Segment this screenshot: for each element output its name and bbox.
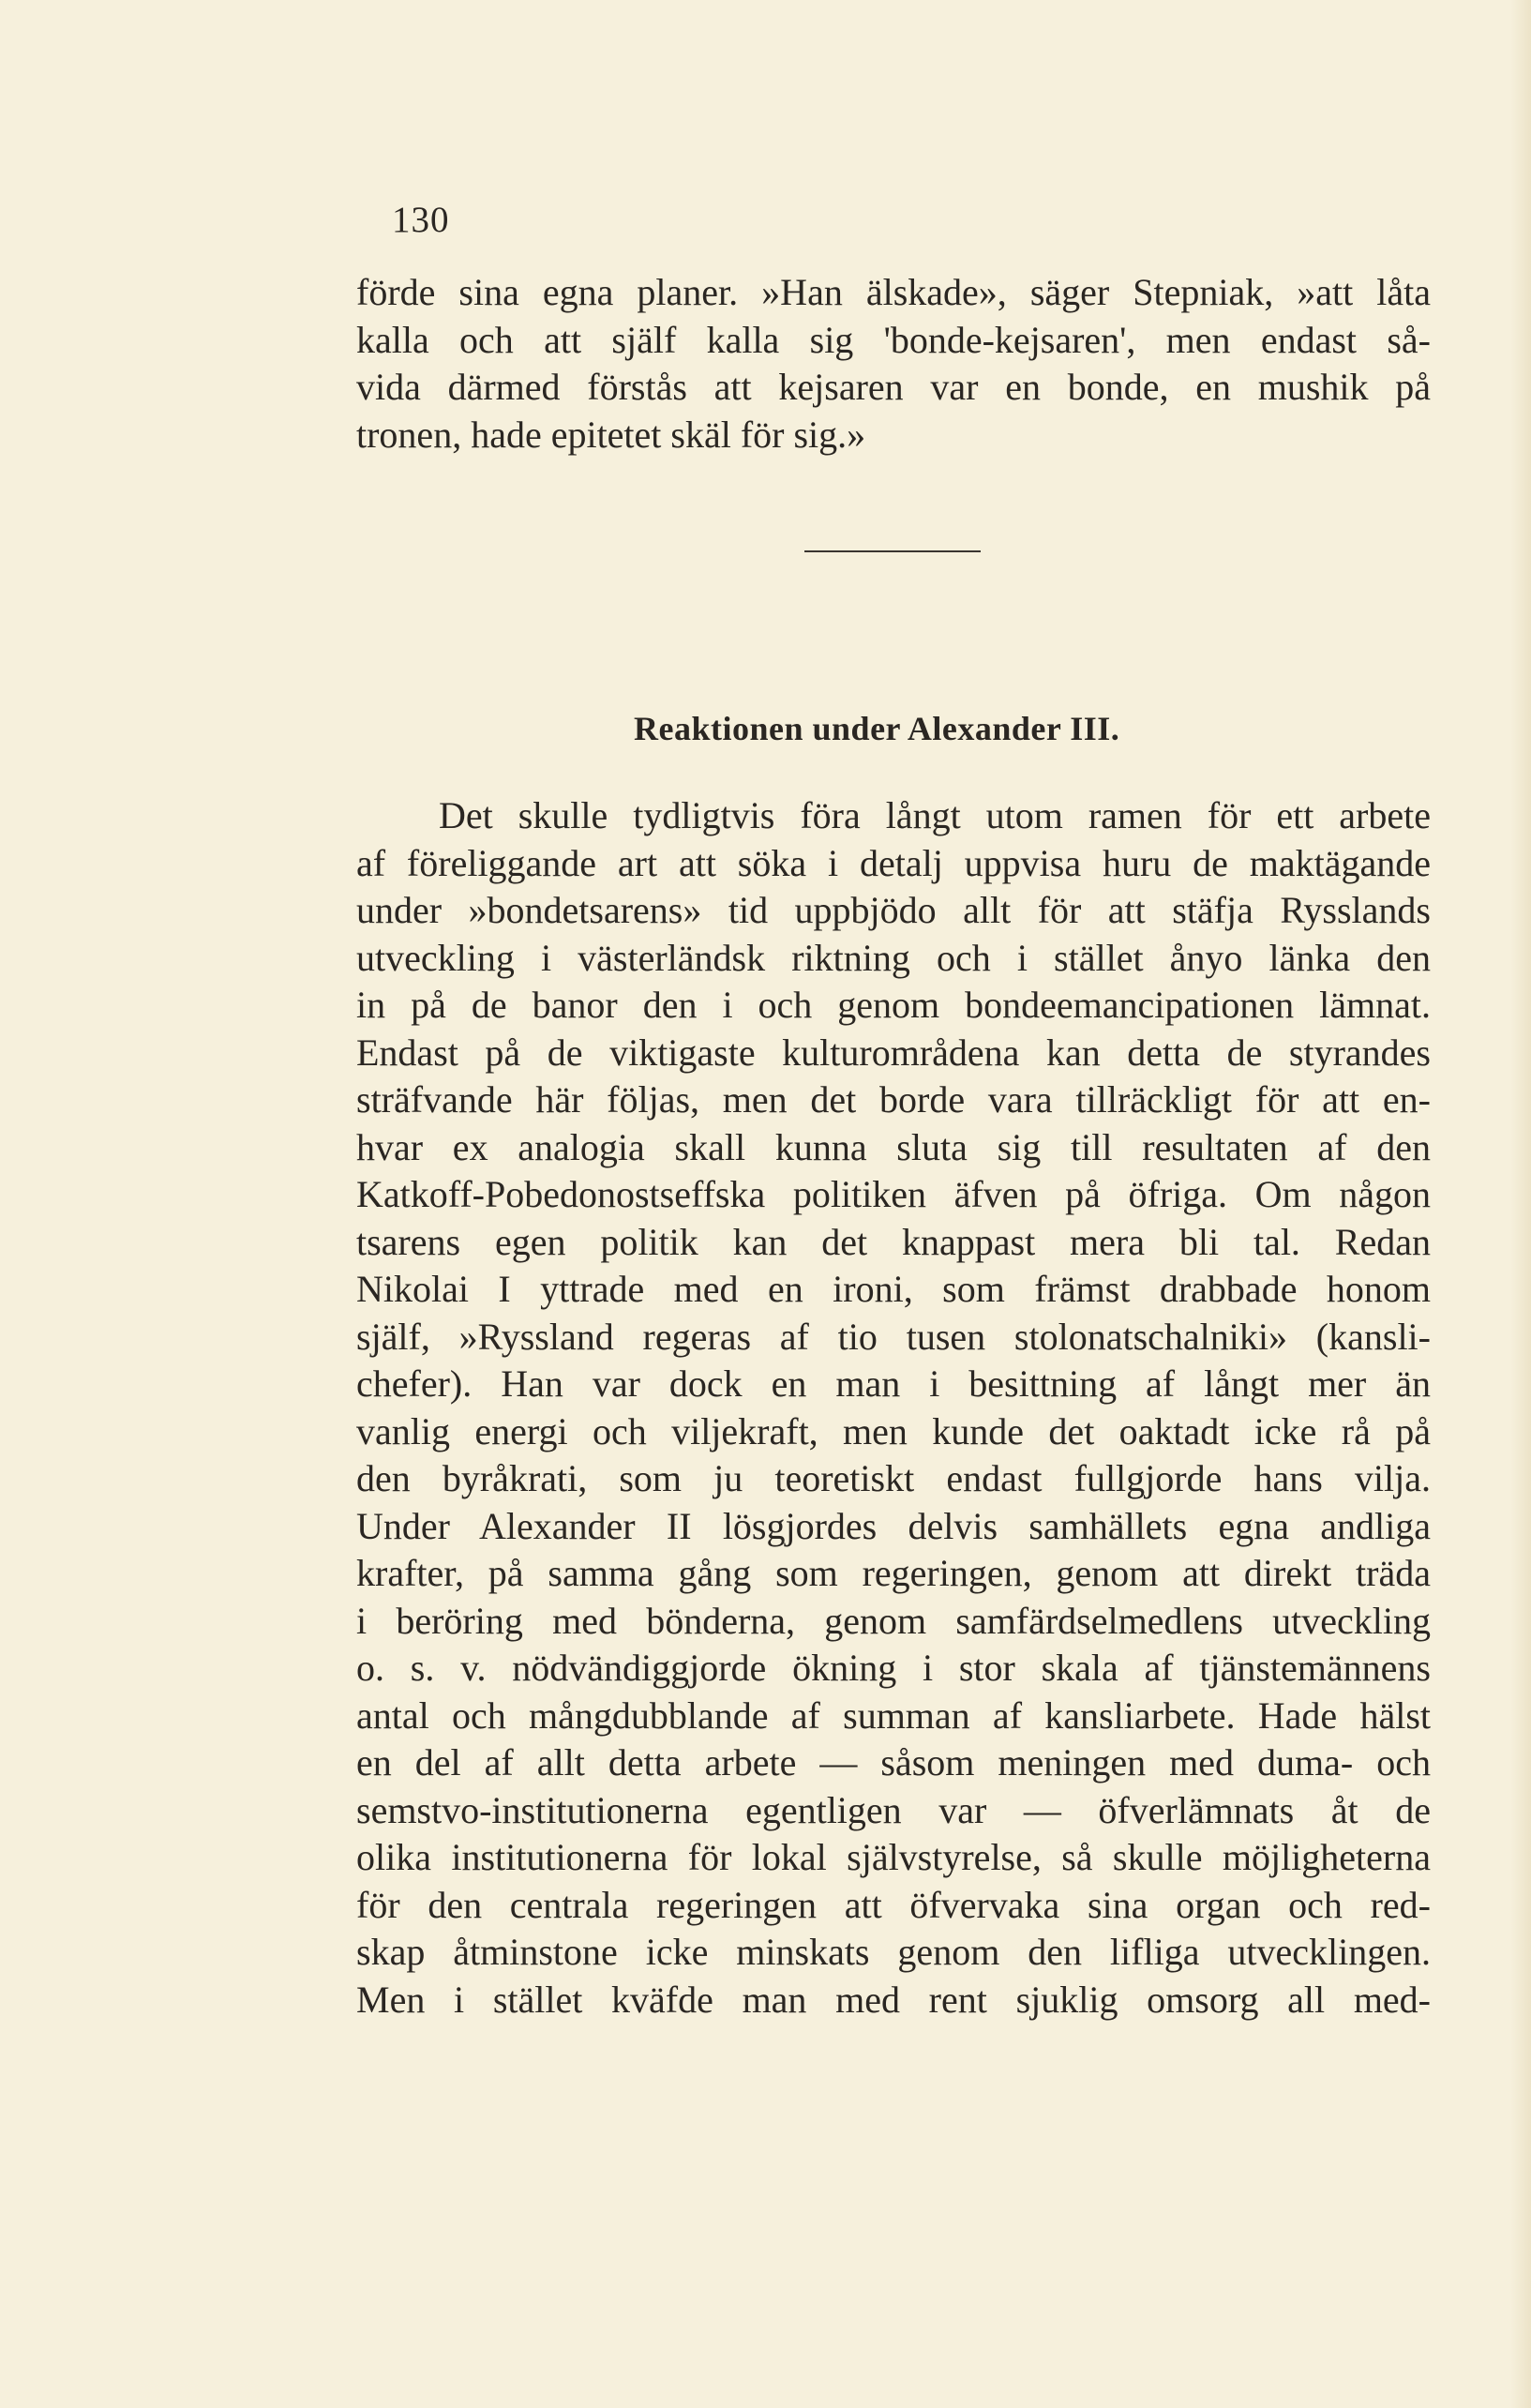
main-paragraph [356, 792, 1431, 2024]
text-line: själf, »Ryssland regeras af tio tusen stolonatschalniki» (kansli- [356, 1315, 1431, 1358]
text-line: Under Alexander II lösgjordes delvis samhällets egna andliga [356, 1504, 1431, 1547]
text-line: skap åtminstone icke minskats genom den lifliga utvecklingen. [356, 1931, 1431, 1973]
text-line: chefer). Han var dock en man i besittning af långt mer än [356, 1362, 1431, 1405]
text-line: vanlig energi och viljekraft, men kunde det oaktadt icke rå på [356, 1409, 1431, 1452]
text-line: semstvo-institutionerna egentligen var — öfverlämnats åt de [356, 1788, 1431, 1831]
text-line: hvar ex analogia skall kunna sluta sig till resultaten af den [356, 1125, 1431, 1168]
text-line: förde sina egna planer. »Han älskade», säger Stepniak, »att låta [356, 271, 1431, 313]
text-line: Det skulle tydligtvis föra långt utom ramen för ett arbete [439, 794, 1431, 836]
page-number: 130 [392, 200, 450, 240]
text-line: tsarens egen politik kan det knappast mera bli tal. Redan [356, 1220, 1431, 1263]
text-line: Nikolai I yttrade med en ironi, som främst drabbade honom [356, 1268, 1431, 1310]
text-line: utveckling i västerländsk riktning och i stället ånyo länka den [356, 936, 1431, 979]
section-heading: Reaktionen under Alexander III. [634, 710, 1120, 747]
text-line: en del af allt detta arbete — såsom meningen med duma- och [356, 1741, 1431, 1783]
text-line: Men i stället kväfde man med rent sjuklig omsorg all med- [356, 1978, 1431, 2021]
text-line: o. s. v. nödvändiggjorde ökning i stor skala af tjänstemännens [356, 1647, 1431, 1689]
text-line: tronen, hade epitetet skäl för sig.» [356, 413, 866, 456]
section-divider [804, 550, 981, 552]
top-paragraph [356, 269, 1431, 459]
text-line: under »bondetsarens» tid uppbjödo allt för att stäfja Rysslands [356, 889, 1431, 931]
text-line: vida därmed förstås att kejsaren var en bonde, en mushik på [356, 366, 1431, 408]
text-line: i beröring med bönderna, genom samfärdselmedlens utveckling [356, 1599, 1431, 1642]
page-edge [1510, 0, 1531, 2408]
text-line: in på de banor den i och genom bondeemancipationen lämnat. [356, 984, 1431, 1026]
text-line: kalla och att själf kalla sig 'bonde-kejsaren', men endast så- [356, 318, 1431, 361]
text-line: för den centrala regeringen att öfvervaka sina organ och red- [356, 1883, 1431, 1926]
text-line: krafter, på samma gång som regeringen, genom att direkt träda [356, 1552, 1431, 1594]
text-line: olika institutionerna för lokal självstyrelse, så skulle möjligheterna [356, 1836, 1431, 1878]
text-line: sträfvande här följas, men det borde vara tillräckligt för att en- [356, 1078, 1431, 1121]
text-line: Endast på de viktigaste kulturområdena kan detta de styrandes [356, 1031, 1431, 1074]
text-line: Katkoff-Pobedonostseffska politiken äfven på öfriga. Om någon [356, 1173, 1431, 1215]
text-line: af föreliggande art att söka i detalj uppvisa huru de maktägande [356, 841, 1431, 884]
text-line: den byråkrati, som ju teoretiskt endast fullgjorde hans vilja. [356, 1457, 1431, 1499]
text-line: antal och mångdubblande af summan af kansliarbete. Hade hälst [356, 1693, 1431, 1737]
